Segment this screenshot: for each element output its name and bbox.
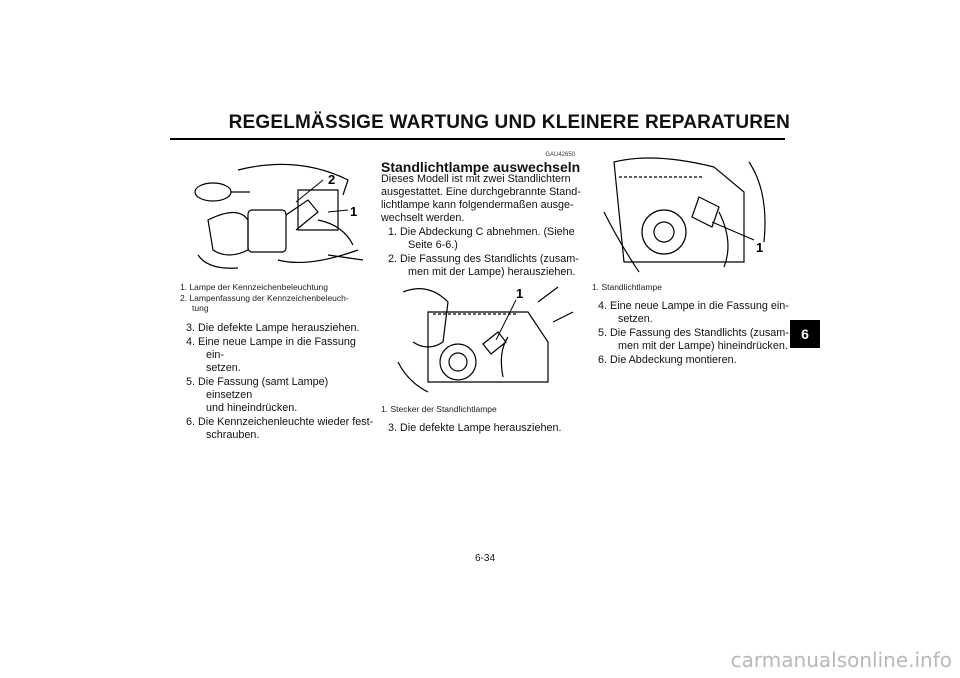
page-header-title: REGELMÄSSIGE WARTUNG UND KLEINERE REPARATUREN — [228, 112, 790, 133]
right-steps-list — [598, 300, 798, 368]
callout-1: 1 — [756, 240, 764, 255]
caption-line: 2. Lampenfassung der Kennzeichenbeleuch- tung — [180, 293, 349, 313]
middle-steps-list-2 — [388, 422, 588, 436]
left-steps-list — [186, 322, 376, 443]
license-plate-lamp-illustration — [178, 150, 368, 278]
page-number: 6-34 — [474, 553, 495, 564]
callout-1: 1 — [350, 204, 358, 219]
header-rule — [170, 138, 785, 140]
caption-line: 1. Lampe der Kennzeichenbeleuchtung — [180, 282, 328, 292]
middle-figure-caption: 1. Stecker der Standlichtlampe — [381, 404, 497, 414]
list-item: 4. Eine neue Lampe in die Fassung ein- setzen. — [598, 300, 789, 325]
watermark: carmanualsonline.info — [730, 648, 952, 672]
list-item: 5. Die Fassung des Standlichts (zusam- men mit der Lampe) hineindrücken. — [598, 327, 789, 352]
list-item: 6. Die Kennzeichenleuchte wieder fest- schrauben. — [186, 416, 374, 441]
list-item: 2. Die Fassung des Standlichts (zusam- men mit der Lampe) herausziehen. — [388, 253, 579, 278]
left-figure-caption — [180, 282, 370, 314]
callout-2: 2 — [328, 172, 336, 187]
parking-light-bulb-illustration — [594, 152, 784, 278]
list-item: 4. Eine neue Lampe in die Fassung ein- setzen. — [186, 336, 356, 374]
parking-light-connector-illustration — [388, 282, 578, 400]
section-code: GAU42650 — [545, 152, 575, 158]
section-tab: 6 — [790, 320, 820, 348]
middle-steps-list — [388, 226, 588, 280]
list-item: 1. Die Abdeckung C abnehmen. (Siehe Seite 6-6.) — [388, 226, 575, 251]
list-item: 3. Die defekte Lampe herausziehen. — [186, 322, 360, 334]
callout-1: 1 — [516, 286, 524, 301]
intro-paragraph: Dieses Modell ist mit zwei Standlichtern ausgestattet. Eine durchgebrannte Stand- lichtlampe kann folgendermaßen ausge- wechselt werden. — [381, 173, 581, 224]
list-item: 6. Die Abdeckung montieren. — [598, 354, 737, 366]
section-heading: Standlichtlampe auswechseln — [381, 159, 581, 175]
list-item: 3. Die defekte Lampe herausziehen. — [388, 422, 562, 434]
list-item: 5. Die Fassung (samt Lampe) einsetzen und hineindrücken. — [186, 376, 329, 414]
right-figure-caption: 1. Standlichtlampe — [592, 282, 662, 292]
